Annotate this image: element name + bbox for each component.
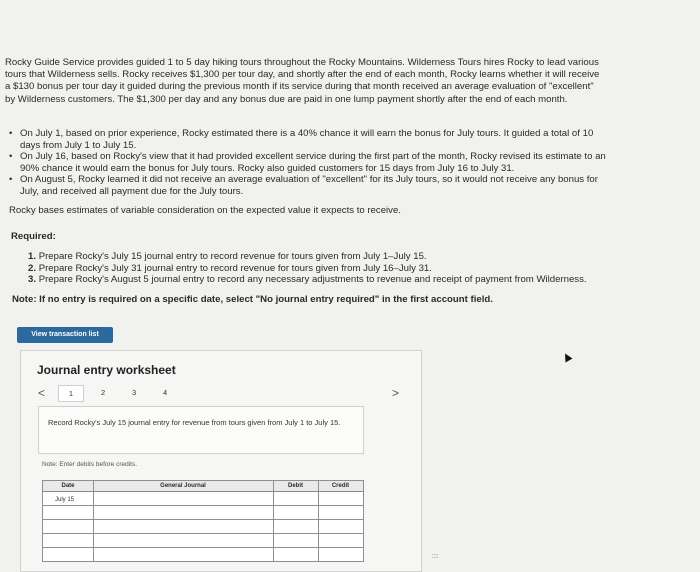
requirement-1: 1. Prepare Rocky's July 15 journal entry to record revenue for tours given from July 1–July 15. xyxy=(28,251,427,262)
row-divider xyxy=(43,533,363,534)
scroll-indicator-icon: :::: xyxy=(432,554,439,560)
worksheet-page-1[interactable]: 1 xyxy=(58,385,84,402)
estimate-basis-text: Rocky bases estimates of variable consideration on the expected value it expects to receive. xyxy=(9,205,401,216)
prev-page-chevron-icon[interactable]: < xyxy=(38,386,46,400)
entry-note: Note: If no entry is required on a specific date, select "No journal entry required" in the first account field. xyxy=(12,294,493,305)
bullet-july-1: • On July 1, based on prior experience, Rocky estimated there is a 40% chance it will earn the bonus for July tours. It guided a total of 10 days from July 1 to July 15. xyxy=(8,128,608,151)
requirement-2: 2. Prepare Rocky's July 31 journal entry to record revenue for tours given from July 16–July 31. xyxy=(28,262,432,274)
row-divider xyxy=(43,547,363,548)
worksheet-page-4[interactable]: 4 xyxy=(163,388,168,397)
journal-table xyxy=(42,480,364,562)
bullet-august-5: • On August 5, Rocky learned it did not receive an average evaluation of "excellent" for its July tours, so it would not receive any bonus for July, and received all payment due for the July tours. xyxy=(8,174,608,197)
worksheet-page-3[interactable]: 3 xyxy=(132,388,137,397)
bullet-july-16: • On July 16, based on Rocky's view that it had provided excellent service during the first part of the month, Rocky revised its estimate to an 90% chance it would earn the bonus for July tours. Rocky also guided customers for 15 days from July 16 to July 31. xyxy=(8,151,608,174)
next-page-chevron-icon[interactable]: > xyxy=(392,386,400,400)
column-credit: Credit xyxy=(331,483,350,489)
instruction-box xyxy=(38,406,364,454)
required-heading: Required: xyxy=(11,231,56,242)
row-divider xyxy=(43,505,363,506)
column-divider xyxy=(318,481,319,561)
date-cell: July 15 xyxy=(55,497,75,503)
column-debit: Debit xyxy=(288,483,303,489)
worksheet-title: Journal entry worksheet xyxy=(37,363,176,377)
column-date: Date xyxy=(61,483,75,489)
debit-credit-note: Note: Enter debits before credits. xyxy=(42,461,138,468)
column-general-journal: General Journal xyxy=(160,483,206,489)
scenario-bullets xyxy=(8,128,608,198)
worksheet-page-2[interactable]: 2 xyxy=(101,388,106,397)
journal-header-row xyxy=(43,481,363,492)
column-divider xyxy=(93,481,94,561)
mouse-pointer-icon xyxy=(562,352,573,363)
instruction-text: Record Rocky's July 15 journal entry for revenue from tours given from July 1 to July 15. xyxy=(48,418,341,427)
problem-intro: Rocky Guide Service provides guided 1 to 5 day hiking tours throughout the Rocky Mountains. Wilderness Tours hires Rocky to lead various tours that Wilderness sells. Rocky receives $1,300 per tour day, and shortly after the end of each month, Rocky learns whether it will receive a $130 bonus per tour day it guided during the previous month if its service during that month received an average evaluation of "excellent" by Wilderness customers. The $1,300 per day and any bonus due are paid in one lump payment shortly after the end of each month. xyxy=(5,57,600,105)
view-transaction-list-button[interactable]: View transaction list xyxy=(17,327,113,343)
requirement-3: 3. Prepare Rocky's August 5 journal entry to record any necessary adjustments to revenue and receipt of payment from Wilderness. xyxy=(28,274,587,286)
requirements-list xyxy=(28,251,628,286)
column-divider xyxy=(273,481,274,561)
row-divider xyxy=(43,519,363,520)
